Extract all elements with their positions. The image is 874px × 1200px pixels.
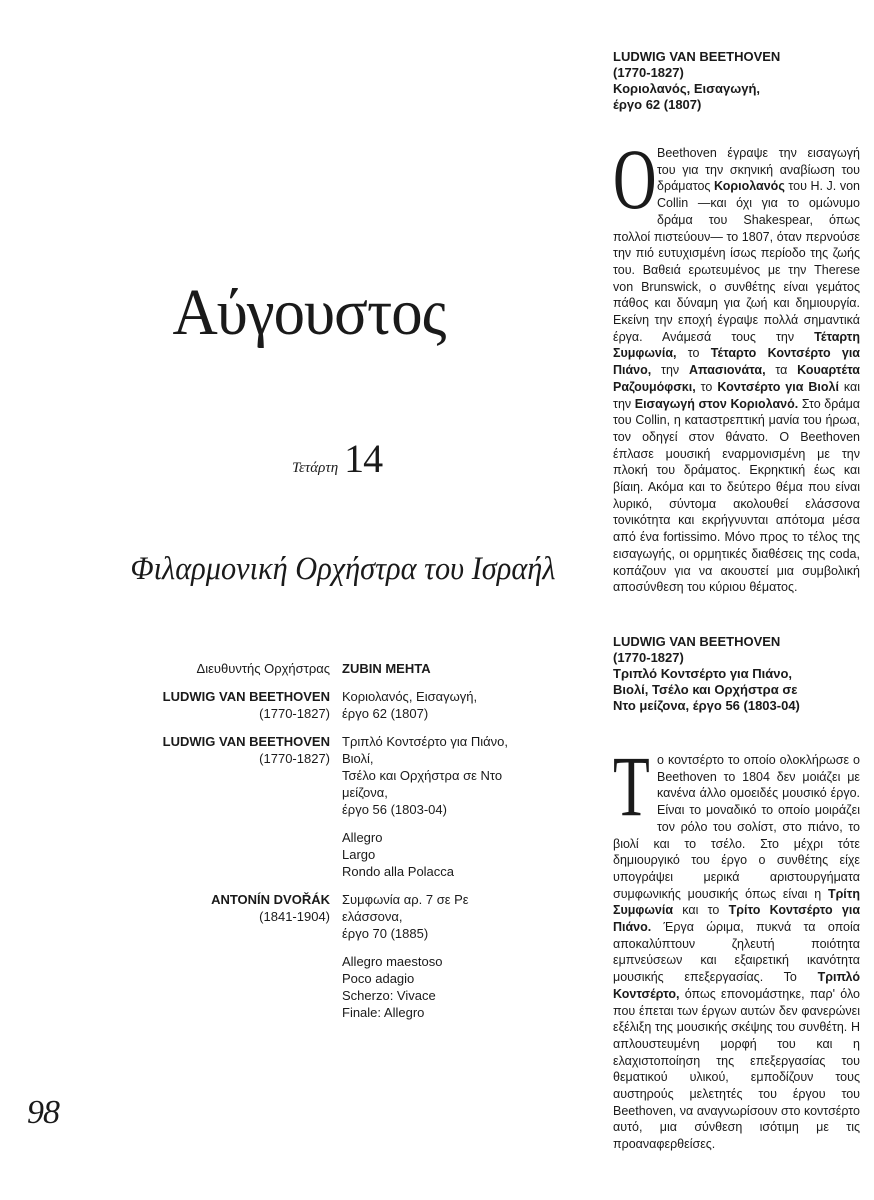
article-2-heading (613, 634, 863, 714)
work-composer: LUDWIG VAN BEETHOVEN (162, 734, 330, 749)
heading-line: Τριπλό Κοντσέρτο για Πιάνο, (613, 666, 793, 681)
heading-line: έργο 62 (1807) (613, 97, 702, 112)
work-composer: LUDWIG VAN BEETHOVEN (162, 689, 330, 704)
bold-text: Απασιονάτα, (688, 363, 766, 378)
bold-text: Τέταρτη Συμφωνία, (613, 329, 860, 361)
movement: Rondo alla Polacca (342, 864, 455, 879)
work-composer-years: (1770-1827) (259, 706, 330, 721)
movement: Allegro maestoso (342, 954, 443, 969)
drop-cap: Τ (613, 738, 650, 834)
orchestra-title: Φιλαρμονική Ορχήστρα του Ισραήλ (130, 551, 556, 587)
bold-text: Κοντσέρτο για Βιολί (717, 379, 839, 394)
page-number: 98 (27, 1094, 59, 1131)
bold-text: Κοριολανός (714, 179, 785, 194)
body-text: Beethoven έγραψε την εισαγωγή του για την σκηνική αναβίωση του δράματος (657, 146, 860, 194)
movement: Finale: Allegro (342, 1005, 425, 1020)
day-number: 14 (344, 436, 383, 481)
work-composer: ANTONÍN DVOŘÁK (211, 892, 330, 907)
program-work-3 (100, 891, 520, 1021)
body-text: το (676, 346, 711, 361)
movement: Allegro (342, 830, 383, 845)
heading-line: Βιολί, Τσέλο και Ορχήστρα σε (613, 682, 798, 697)
movement: Scherzo: Vivace (342, 988, 436, 1003)
article-2-body (613, 738, 861, 1153)
concert-program (100, 660, 520, 1021)
work-composer-years: (1770-1827) (259, 751, 330, 766)
work-title-line: Τσέλο και Ορχήστρα σε Ντο μείζονα, (342, 768, 503, 800)
work-title-line: έργο 56 (1803-04) (342, 802, 447, 817)
body-text: όπως επονομάστηκε, παρ' όλο που έπεται των έργων αυτών δεν φανερώνει εξέλιξη της μουσικής σκέψης του συνθέτη. Η απλουστευμένη μορφή του και η ελαχιστοποίηση της επεξεργασίας του θεματικού υλικού, εμποδίζουν τους αυστηρούς μελετητές του έργου του Beethoven, να αναγνωρίσουν στο κοντσέρτο αυτό, μια σύνθεση ισότιμη με τις προαναφερθείσες. (613, 986, 860, 1152)
body-text: τα (765, 363, 798, 378)
work-title-line: Τριπλό Κοντσέρτο για Πιάνο, Βιολί, (342, 734, 509, 766)
heading-line: (1770-1827) (613, 65, 684, 80)
body-text: Στο δράμα του Collin, η καταστρεπτική μανία του ήρωα, τον οδηγεί στον θάνατο. Ο Beethoven έπλασε μουσική εναρμονισμένη με την πλοκή του δράματος. Εκρηκτική έως και βίαιη. Ακόμα και το δεύτερο θέμα που είναι λυρικό, σύντομα ακολουθεί ελάσσονα τονικότητα και εκρήγνυνται απότομα μέσα από ένα fortissimo. Μόνο προς το τέλος της εισαγωγής, οι ορμητικές διαθέσεις της coda, κοπάζουν για να ακουστεί μια συμβολική αποσύνθεση του κύριου θέματος. (613, 396, 860, 595)
work-composer-years: (1841-1904) (259, 909, 330, 924)
bold-text: Κουαρτέτα Ραζουμόφσκι, (613, 363, 860, 394)
body-text: Έργα ώριμα, πυκνά τα οποία αποκαλύπτουν ζηλευτή ποιότητα εμπνεύσεων και εξαιρετική ικανότητα μουσικής επεξεργασίας. Το (613, 920, 860, 985)
body-text: το (695, 379, 718, 394)
work-title-line: έργο 70 (1885) (342, 926, 429, 941)
program-work-1 (100, 688, 520, 722)
bold-text: Εισαγωγή στον Κοριολανό. (634, 396, 799, 411)
drop-cap: Ο (613, 131, 657, 227)
work-title-line: Κοριολανός, Εισαγωγή, (342, 689, 478, 704)
month-title: Αύγουστος (172, 276, 446, 349)
body-text: ο κοντσέρτο το οποίο ολοκλήρωσε ο Beethoven το 1804 δεν μοιάζει με κανένα άλλο ομοειδές μουσικό έργο. Είναι το μοναδικό το οποίο μοιράζει τον ρόλο του σολίστ, στο πιάνο, το βιολί και το τσέλο. Στο μέχρι τότε δημιουργικό του έργο ο συνθέτης είχε υπογράψει μερικά αριστουργήματα συμφωνικής μουσικής όπως είναι η (613, 753, 860, 901)
body-text: και την (613, 379, 860, 411)
conductor-label: Διευθυντής Ορχήστρας (196, 661, 330, 676)
article-1-body (613, 131, 860, 596)
heading-line: LUDWIG VAN BEETHOVEN (613, 49, 781, 64)
bold-text: Τέταρτο Κοντσέρτο για Πιάνο, (613, 346, 860, 378)
heading-line: Κοριολανός, Εισαγωγή, (613, 81, 761, 96)
conductor-row (100, 660, 520, 677)
work-title-line: έργο 62 (1807) (342, 706, 429, 721)
movement: Poco adagio (342, 971, 415, 986)
program-work-2 (100, 733, 520, 880)
event-date (292, 435, 382, 482)
heading-line: (1770-1827) (613, 650, 684, 665)
conductor-name: ZUBIN MEHTA (342, 661, 431, 676)
movement: Largo (342, 847, 376, 862)
body-text: του H. J. von Collin —και όχι για το ομώνυμο δράμα του Shakespear, όπως πολλοί πιστεύουν— το 1807, όταν περνούσε την πιό ευτυχισμένη ίσως περίοδο της ζωής του. Βαθειά ερωτευμένος με την Therese von Brunswick, ο συνθέτης είναι γεμάτος πάθος και δύναμη για ζωή και δημιουργία. Εκείνη την εποχή έγραψε πολλά σημαντικά έργα. Ανάμεσά τους την (613, 179, 860, 344)
bold-text: Τριπλό Κοντσέρτο, (613, 970, 860, 1001)
weekday-label: Τετάρτη (292, 460, 339, 476)
article-1-heading (613, 49, 863, 113)
body-text: την (651, 363, 689, 378)
bold-text: Τρίτο Κοντσέρτο για Πιάνο. (613, 903, 861, 935)
heading-line: LUDWIG VAN BEETHOVEN (613, 634, 781, 649)
work-title-line: Συμφωνία αρ. 7 σε Ρε ελάσσονα, (342, 892, 469, 924)
bold-text: Τρίτη Συμφωνία (613, 886, 860, 918)
body-text: και το (673, 903, 729, 918)
heading-line: Ντο μείζονα, έργο 56 (1803-04) (613, 698, 800, 713)
